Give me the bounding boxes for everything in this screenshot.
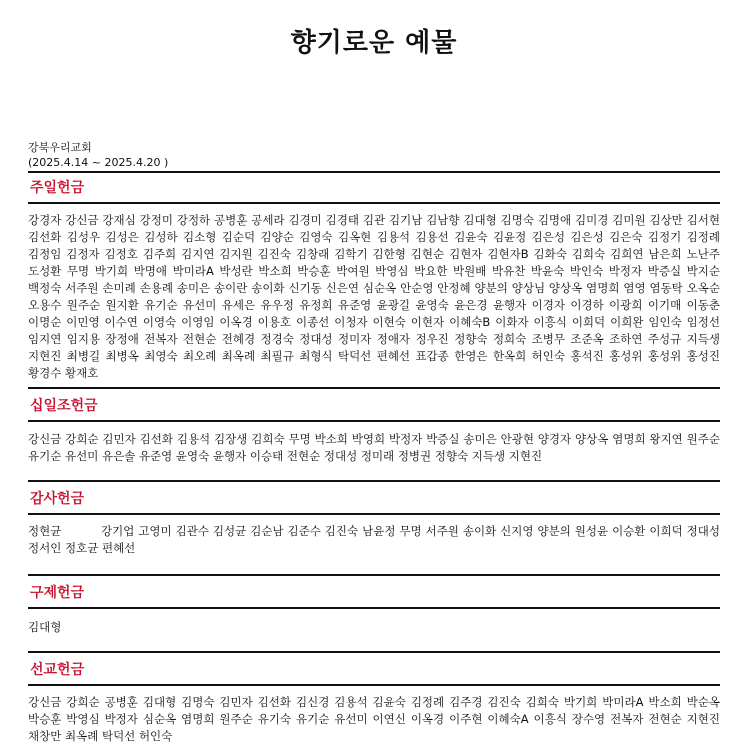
section-title-mission: 선교헌금 bbox=[30, 662, 85, 678]
section-title-sunday: 주일헌금 bbox=[30, 180, 85, 196]
section-rule bbox=[28, 420, 720, 422]
section-rule bbox=[28, 387, 720, 389]
section-title-tithe: 십일조헌금 bbox=[30, 398, 98, 414]
page-title: 향기로운 예물 bbox=[290, 28, 458, 58]
section-rule bbox=[28, 574, 720, 576]
section-names-thanksgiving: 정현균 강기업 고영미 김관수 김성균 김순남 김준수 김진숙 남윤정 무명 서주원 송이화 신지영 양분의 원성윤 이승환 이희덕 정대성 정서인 정호균 편혜선 bbox=[28, 524, 724, 555]
section-rule bbox=[28, 202, 720, 204]
section-names-relief: 김대형 bbox=[28, 620, 62, 634]
church-name: 강북우리교회 bbox=[28, 141, 92, 154]
section-rule bbox=[28, 684, 720, 686]
section-rule bbox=[28, 607, 720, 609]
section-title-relief: 구제헌금 bbox=[30, 585, 85, 601]
section-rule bbox=[28, 513, 720, 515]
section-names-tithe: 강신금 강희순 김민자 김선화 김용석 김장생 김희숙 무명 박소희 박영희 박정자 박증실 송미은 안광현 양경자 양상옥 염명희 왕지연 원주순 유기순 유선미 유은솔 유준영 윤영숙 윤행자 이승태 전현순 정대성 정미래 정병권 정향숙 지득생 지현진 bbox=[28, 432, 724, 463]
section-rule bbox=[28, 651, 720, 653]
section-names-mission: 강신금 강희순 공병훈 김대형 김명숙 김민자 김선화 김신경 김용석 김윤숙 김정례 김주경 김진숙 김희숙 박기희 박미라A 박소희 박순옥 박승훈 박영심 박정자 심순옥 염명희 원주순 유기숙 유기순 유선미 이연신 이옥경 이주현 이혜숙A 이흥식 장수영 전복자 전현순 지현진 채창만 최옥례 탁덕선 허인숙 bbox=[28, 695, 724, 743]
period-label: (2025.4.14 ~ 2025.4.20 ) bbox=[28, 156, 169, 169]
section-names-sunday: 강경자 강신금 강재심 강정미 강정하 공병훈 공세라 김경미 김경태 김관 김기남 김남향 김대형 김명숙 김명애 김미경 김미원 김상만 김서현 김선화 김성우 김성은 김성하 김소형 김순덕 김양순 김영숙 김옥현 김용석 김용선 김윤숙 김윤정 김은성 김은성 김은숙 김정기 김정례 김정임 김정자 김정호 김주희 김지연 김지원 김진숙 김창래 김학기 김한형 김현순 김현자 김현자B 김화숙 김희숙 김희연 남은희 노난주 도성환 무명 박기희 박명애 박미라A 박성란 박소희 박승훈 박여원 박영심 박요한 박원배 박유찬 박윤숙 박인숙 박정자 박증실 박지순 백정숙 서주원 손미례 손용례 송미은 송이란 송이화 신기동 신은연 심순옥 안순영 안정혜 양분의 양상님 양상옥 염명희 염영 염동탁 오옥순 오용수 원주순 원지환 유기순 유선미 유세은 유우정 유정희 유준영 윤광길 윤영숙 윤은경 윤행자 이경자 이경하 이광희 이기매 이동춘 이명순 이민영 이수연 이영숙 이영임 이옥경 이용호 이종선 이청자 이현숙 이현자 이혜숙B 이화자 이흥식 이희덕 이희완 임인숙 임정선 임지연 임지용 장정애 전복자 전현순 전혜경 정경숙 정대성 정미자 정애자 정우진 정향숙 정희숙 조병무 조준옥 조하연 주성규 지득생 지현진 최병길 최병옥 최영숙 최오례 최옥례 최필규 최형식 탁덕선 편혜선 표갑종 한영은 한옥희 허인숙 홍석진 홍성위 홍성위 홍성진 황경수 황재호 bbox=[28, 213, 724, 380]
section-title-thanksgiving: 감사헌금 bbox=[30, 491, 85, 507]
section-rule bbox=[28, 480, 720, 482]
section-rule bbox=[28, 171, 720, 173]
